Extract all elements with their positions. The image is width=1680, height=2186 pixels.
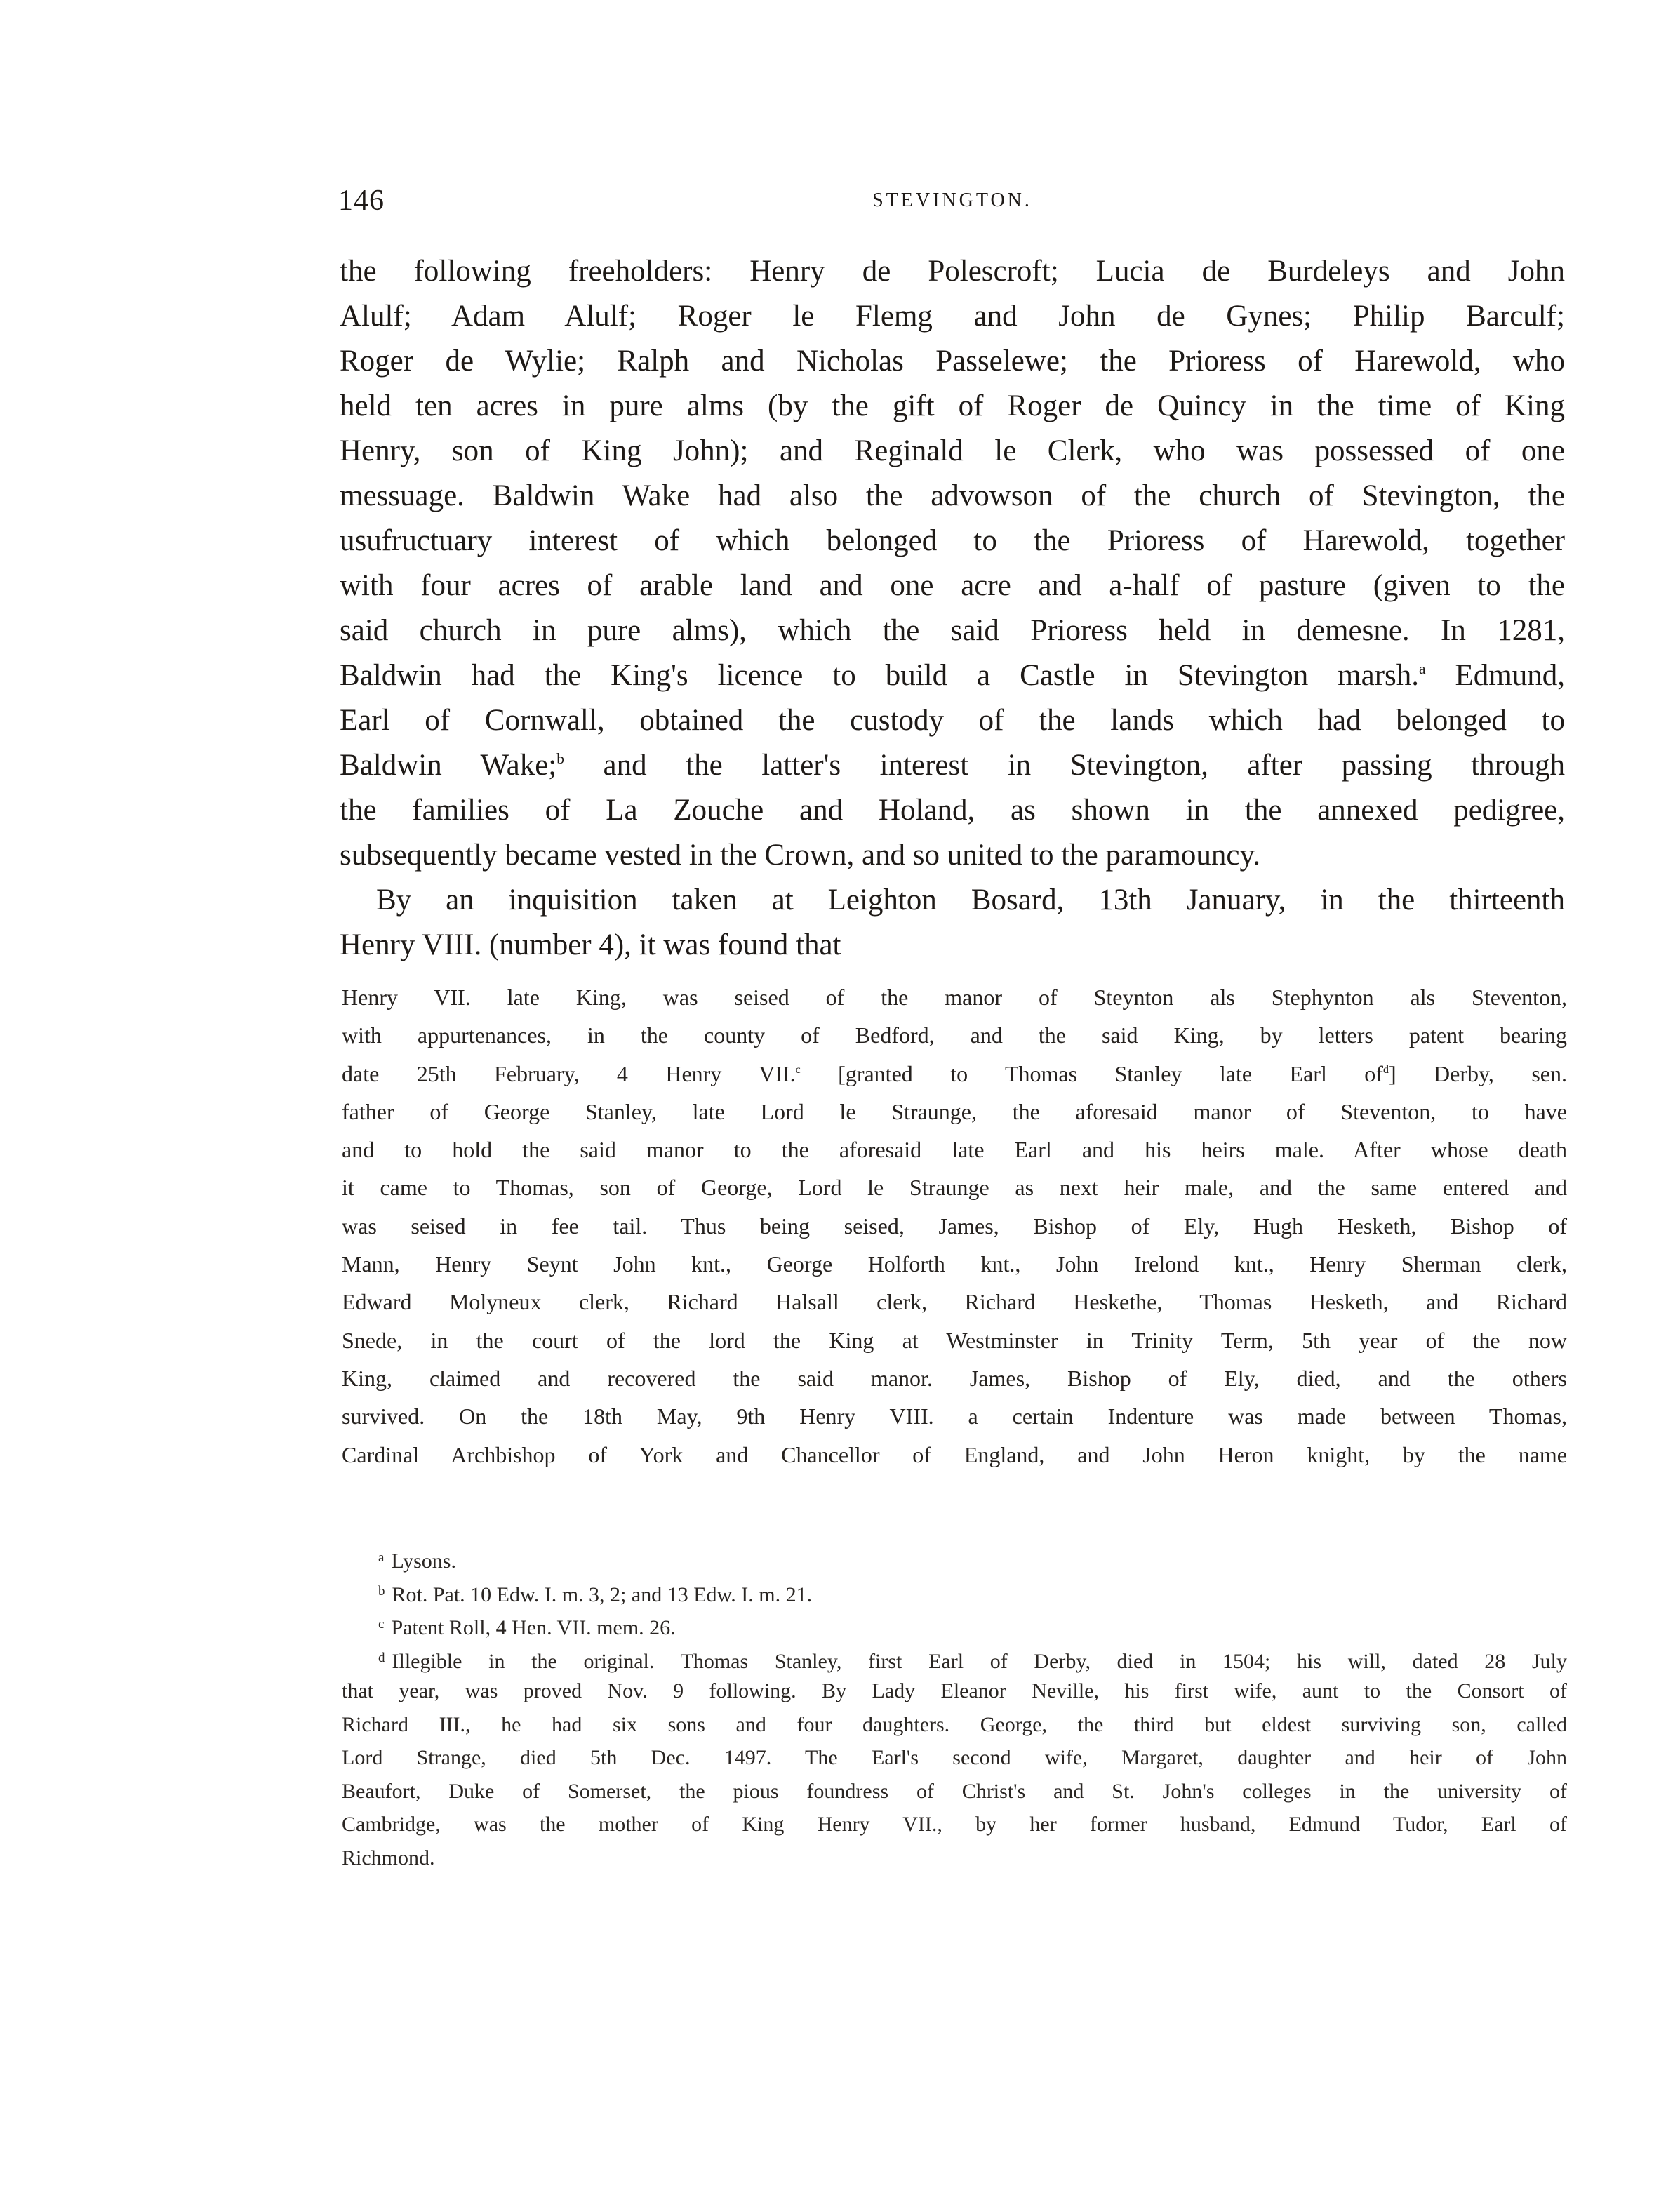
- text-line: usufructuary interest of which belonged to the Prioress of Harewold, together: [340, 524, 1565, 557]
- footnote-ref-d: d: [1382, 1063, 1389, 1076]
- footnote-ref-c: c: [795, 1063, 801, 1076]
- quote-line: Edward Molyneux clerk, Richard Halsall clerk, Richard Heskethe, Thomas Hesketh, and Richard: [342, 1289, 1567, 1315]
- page-number: 146: [338, 185, 385, 217]
- text-line: Roger de Wylie; Ralph and Nicholas Passelewe; the Prioress of Harewold, who: [340, 345, 1565, 378]
- text-segment: Edmund,: [1425, 659, 1565, 692]
- text-segment: [granted to Thomas Stanley late Earl of: [800, 1060, 1383, 1086]
- footnote-mark: a: [378, 1550, 385, 1565]
- text-line: Henry, son of King John); and Reginald le Clerk, who was possessed of one: [340, 434, 1565, 467]
- quote-line: Cardinal Archbishop of York and Chancellor of England, and John Heron knight, by the name: [342, 1441, 1567, 1467]
- quote-line: [342, 1055, 1567, 1093]
- footnote-line: Lord Strange, died 5th Dec. 1497. The Earl's second wife, Margaret, daughter and heir of John: [342, 1746, 1567, 1769]
- text-line: By an inquisition taken at Leighton Bosard, 13th January, in the thirteenth: [376, 884, 1565, 917]
- running-head: [338, 184, 1566, 226]
- footnote-line: Beaufort, Duke of Somerset, the pious foundress of Christ's and St. John's colleges in the university of: [342, 1779, 1567, 1803]
- footnote-d: [342, 1641, 1567, 1675]
- quote-line: father of George Stanley, late Lord le Straunge, the aforesaid manor of Steventon, to have: [342, 1098, 1567, 1124]
- quoted-inquisition: [342, 978, 1567, 1474]
- text-segment: and the latter's interest in Stevington, after passing through: [564, 749, 1565, 782]
- running-title: STEVINGTON.: [872, 189, 1032, 211]
- quote-line: and to hold the said manor to the aforesaid late Earl and his heirs male. After whose death: [342, 1137, 1567, 1163]
- footnote-mark: d: [378, 1650, 385, 1665]
- text-line: said church in pure alms), which the said Prioress held in demesne. In 1281,: [340, 614, 1565, 647]
- text-line: [340, 653, 1565, 698]
- footnote-text: Illegible in the original. Thomas Stanley, first Earl of Derby, died in 1504; his will, dated 28 July: [392, 1649, 1567, 1673]
- footnote-c: [342, 1608, 1567, 1641]
- text-segment: date 25th February, 4 Henry VII.: [342, 1060, 796, 1086]
- footnote-line: that year, was proved Nov. 9 following. By Lady Eleanor Neville, his first wife, aunt to the Consort of: [342, 1679, 1567, 1702]
- text-line: [340, 743, 1565, 788]
- main-text: [340, 249, 1565, 968]
- footnote-line: Richard III., he had six sons and four daughters. George, the third but eldest surviving son, called: [342, 1712, 1567, 1736]
- quote-line: was seised in fee tail. Thus being seised, James, Bishop of Ely, Hugh Hesketh, Bishop of: [342, 1213, 1567, 1239]
- text-segment: Baldwin had the King's licence to build a Castle in Stevington marsh.: [340, 659, 1420, 692]
- quote-line: Henry VII. late King, was seised of the manor of Steynton als Stephynton als Steventon,: [342, 985, 1567, 1010]
- footnotes: [342, 1541, 1567, 1874]
- text-line: the following freeholders: Henry de Polescroft; Lucia de Burdeleys and John: [340, 255, 1565, 288]
- text-line: held ten acres in pure alms (by the gift of Roger de Quincy in the time of King: [340, 389, 1565, 422]
- footnote-line: Cambridge, was the mother of King Henry VII., by her former husband, Edmund Tudor, Earl of: [342, 1813, 1567, 1836]
- footnote-ref-b: b: [556, 749, 564, 767]
- footnote-mark: c: [378, 1617, 385, 1632]
- quote-line: Mann, Henry Seynt John knt., George Holforth knt., John Irelond knt., Henry Sherman clerk,: [342, 1251, 1567, 1277]
- text-line: Henry VIII. (number 4), it was found that: [340, 928, 841, 961]
- quote-line: it came to Thomas, son of George, Lord le Straunge as next heir male, and the same entered and: [342, 1175, 1567, 1201]
- text-line: subsequently became vested in the Crown, and so united to the paramouncy.: [340, 839, 1260, 872]
- text-line: Alulf; Adam Alulf; Roger le Flemg and John de Gynes; Philip Barculf;: [340, 300, 1565, 333]
- footnote-line: Richmond.: [342, 1846, 435, 1870]
- footnote-text: Patent Roll, 4 Hen. VII. mem. 26.: [391, 1616, 676, 1639]
- quote-line: survived. On the 18th May, 9th Henry VIII. a certain Indenture was made between Thomas,: [342, 1404, 1567, 1429]
- text-line: Earl of Cornwall, obtained the custody of the lands which had belonged to: [340, 704, 1565, 737]
- text-line: the families of La Zouche and Holand, as shown in the annexed pedigree,: [340, 794, 1565, 827]
- footnote-ref-a: a: [1419, 660, 1426, 677]
- text-line: with four acres of arable land and one acre and a-half of pasture (given to the: [340, 569, 1565, 602]
- footnote-a: [342, 1541, 1567, 1575]
- footnote-text: Rot. Pat. 10 Edw. I. m. 3, 2; and 13 Edw. I. m. 21.: [392, 1582, 813, 1606]
- footnote-b: [342, 1575, 1567, 1608]
- footnote-mark: b: [378, 1583, 385, 1599]
- text-line: messuage. Baldwin Wake had also the advowson of the church of Stevington, the: [340, 479, 1565, 512]
- quote-line: Snede, in the court of the lord the King at Westminster in Trinity Term, 5th year of the now: [342, 1327, 1567, 1353]
- text-segment: Baldwin Wake;: [340, 749, 557, 782]
- quote-line: with appurtenances, in the county of Bedford, and the said King, by letters patent bearing: [342, 1022, 1567, 1048]
- quote-line: King, claimed and recovered the said manor. James, Bishop of Ely, died, and the others: [342, 1365, 1567, 1391]
- footnote-text: Lysons.: [391, 1549, 456, 1573]
- text-segment: ] Derby, sen.: [1388, 1060, 1568, 1086]
